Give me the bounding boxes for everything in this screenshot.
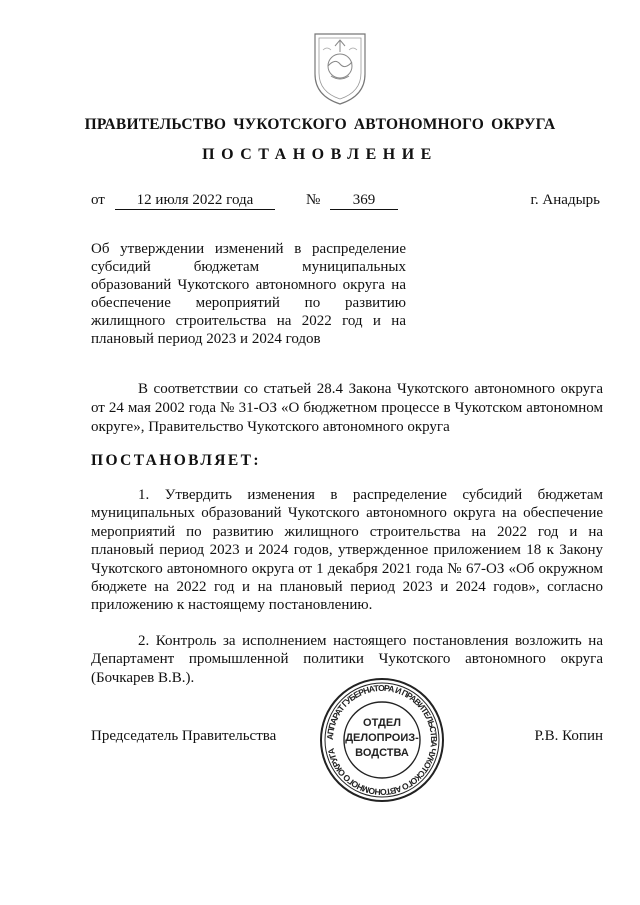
stamp-ring-text: АППАРАТ ГУБЕРНАТОРА И ПРАВИТЕЛЬСТВА ЧУКОТСКОГО АВТОНОМНОГО ОКРУГА	[324, 682, 440, 798]
resolves-heading: ПОСТАНОВЛЯЕТ:	[91, 452, 261, 469]
signatory-name: Р.В. Копин	[534, 728, 603, 744]
subject-line: жилищного строительства на 2022 год и на	[91, 313, 406, 329]
stamp-center-line: ОТДЕЛ	[363, 717, 401, 729]
organization-title: ПРАВИТЕЛЬСТВО ЧУКОТСКОГО АВТОНОМНОГО ОКРУГА	[84, 116, 556, 133]
office-stamp	[318, 676, 446, 804]
resolution-item-2: 2. Контроль за исполнением настоящего постановления возложить на Департамент промышленной политики Чукотского автономного округа (Бочкарев В.В.).	[91, 633, 603, 686]
document-city: г. Анадырь	[530, 192, 600, 208]
stamp-center-line: ДЕЛОПРОИЗ-	[345, 732, 419, 744]
number-label: №	[306, 192, 321, 208]
subject-line: плановый период 2023 и 2024 годов	[91, 331, 321, 347]
document-number: 369	[330, 191, 398, 210]
document-date: 12 июля 2022 года	[115, 191, 275, 210]
subject-line: Об утверждении изменений в распределение	[91, 241, 406, 257]
preamble-paragraph: В соответствии со статьей 28.4 Закона Чукотского автономного округа от 24 мая 2002 года № 31-ОЗ «О бюджетном процессе в Чукотском автономном округе», Правительство Чукотского автономного округа	[91, 381, 603, 435]
chukotka-coat-of-arms-icon	[305, 20, 375, 108]
resolution-item-1: 1. Утвердить изменения в распределение субсидий бюджетам муниципальных образований Чукотского автономного округа на обеспечение мероприятий по развитию жилищного строительства на 2022 год и на плановый период 2023 и 2024 годов, утвержденное приложением 18 к Закону Чукотского автономного округа от 1 декабря 2021 года № 67-ОЗ «Об окружном бюджете на 2022 год и на плановый период 2023 и 2024 годов», согласно приложению к настоящему постановлению.	[91, 487, 603, 614]
stamp-center-line: ВОДСТВА	[355, 747, 409, 759]
date-prefix: от	[91, 192, 105, 208]
subject-line: субсидий бюджетам муниципальных	[91, 259, 406, 275]
document-subject	[91, 240, 406, 348]
subject-line: обеспечение мероприятий по развитию	[91, 295, 406, 311]
signatory-position: Председатель Правительства	[91, 728, 277, 744]
document-type-title: ПОСТАНОВЛЕНИЕ	[202, 146, 438, 163]
subject-line: образований Чукотского автономного округа на	[91, 277, 406, 293]
